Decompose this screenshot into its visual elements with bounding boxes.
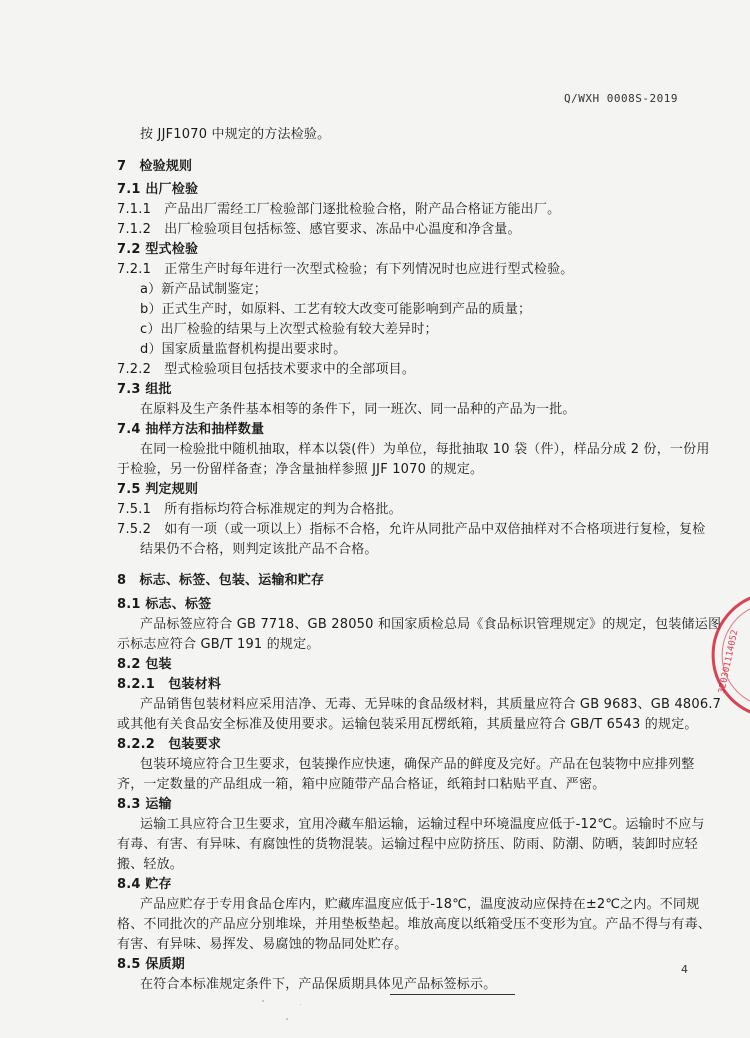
text-line: 在同一检验批中随机抽取，样本以袋(件）为单位，每批抽取 10 袋（件），样品分成 2 份，一份用 (140, 442, 710, 457)
text-line: 7.2.2 型式检验项目包括技术要求中的全部项目。 (117, 362, 416, 377)
section-heading: 8.2.2 包装要求 (117, 737, 222, 752)
text-line: 7.5.1 所有指标均符合标准规定的判为合格批。 (117, 502, 402, 517)
text-line: 按 JJF1070 中规定的方法检验。 (140, 127, 331, 142)
text-line: 或其他有关食品安全标准及使用要求。运输包装采用瓦楞纸箱，其质量应符合 GB/T 6543 的规定。 (117, 717, 698, 732)
section-heading: 7.4 抽样方法和抽样数量 (117, 422, 265, 437)
section-heading: 7.2 型式检验 (117, 242, 199, 257)
text-line: 7.1.2 出厂检验项目包括标签、感官要求、冻品中心温度和净含量。 (117, 222, 521, 237)
section-heading: 7 检验规则 (117, 159, 193, 174)
section-heading: 8.3 运输 (117, 797, 172, 812)
list-item: d）国家质量监督机构提出要求时。 (140, 342, 347, 357)
text-line: 产品应贮存于专用食品仓库内，贮藏库温度应低于-18℃，温度波动应保持在±2℃之内。不同规 (140, 897, 700, 912)
list-item: b）正式生产时，如原料、工艺有较大改变可能影响到产品的质量； (140, 302, 532, 317)
text-line: 产品标签应符合 GB 7718、GB 28050 和国家质检总局《食品标识管理规定》的规定，包装储运图 (140, 617, 722, 632)
text-line: 在符合本标准规定条件下，产品保质期具体见产品标签标示。 (140, 977, 497, 992)
text-line: 搬、轻放。 (117, 857, 184, 872)
section-heading: 7.3 组批 (117, 382, 172, 397)
text-line: 产品销售包装材料应采用洁净、无毒、无异味的食品级材料，其质量应符合 GB 9683、GB 4806.7 (140, 697, 722, 712)
text-line: 于检验，另一份留样备查；净含量抽样参照 JJF 1070 的规定。 (117, 462, 484, 477)
section-heading: 8 标志、标签、包装、运输和贮存 (117, 573, 325, 588)
text-line: 7.5.2 如有一项（或一项以上）指标不合格，允许从同批产品中双倍抽样对不合格项进行复检，复检 (117, 522, 706, 537)
section-heading: 8.1 标志、标签 (117, 597, 212, 612)
text-line: 包装环境应符合卫生要求，包装操作应快速，确保产品的鲜度及完好。产品在包装物中应排列整 (140, 757, 695, 772)
text-line: 有害、有异味、易挥发、易腐蚀的物品同处贮存。 (117, 937, 408, 952)
svg-text:320301114052: 320301114052 (717, 628, 741, 695)
underline-rule (390, 994, 515, 995)
section-heading: 8.5 保质期 (117, 957, 185, 972)
text-line: 有毒、有害、有异味、有腐蚀性的货物混装。运输过程中应防挤压、防雨、防潮、防晒，装卸时应轻 (117, 837, 698, 852)
list-item: c）出厂检验的结果与上次型式检验有较大差异时； (140, 322, 438, 337)
section-heading: 8.2.1 包装材料 (117, 677, 222, 692)
text-line: 齐，一定数量的产品组成一箱，箱中应随带产品合格证，纸箱封口粘贴平直、严密。 (117, 777, 606, 792)
standard-code-header: Q/WXH 0008S-2019 (564, 92, 678, 105)
text-line: 7.2.1 正常生产时每年进行一次型式检验；有下列情况时也应进行型式检验。 (117, 262, 574, 277)
text-line: 运输工具应符合卫生要求，宜用冷藏车船运输，运输过程中环境温度应低于-12℃。运输时不应与 (140, 817, 705, 832)
section-heading: 8.2 包装 (117, 657, 172, 672)
text-line: 示标志应符合 GB/T 191 的规定。 (117, 637, 320, 652)
list-item: a）新产品试制鉴定； (140, 282, 267, 297)
page-number: 4 (681, 963, 688, 976)
section-heading: 7.5 判定规则 (117, 482, 199, 497)
company-seal-stamp (708, 590, 750, 720)
text-line: 格、不同批次的产品应分别堆垛，并用垫板垫起。堆放高度以纸箱受压不变形为宜。产品不得与有毒、 (117, 917, 712, 932)
section-heading: 7.1 出厂检验 (117, 182, 199, 197)
section-heading: 8.4 贮存 (117, 877, 172, 892)
text-line: 7.1.1 产品出厂需经工厂检验部门逐批检验合格，附产品合格证方能出厂。 (117, 202, 561, 217)
text-line: 结果仍不合格，则判定该批产品不合格。 (140, 542, 378, 557)
text-line: 在原料及生产条件基本相等的条件下，同一班次、同一品种的产品为一批。 (140, 402, 576, 417)
